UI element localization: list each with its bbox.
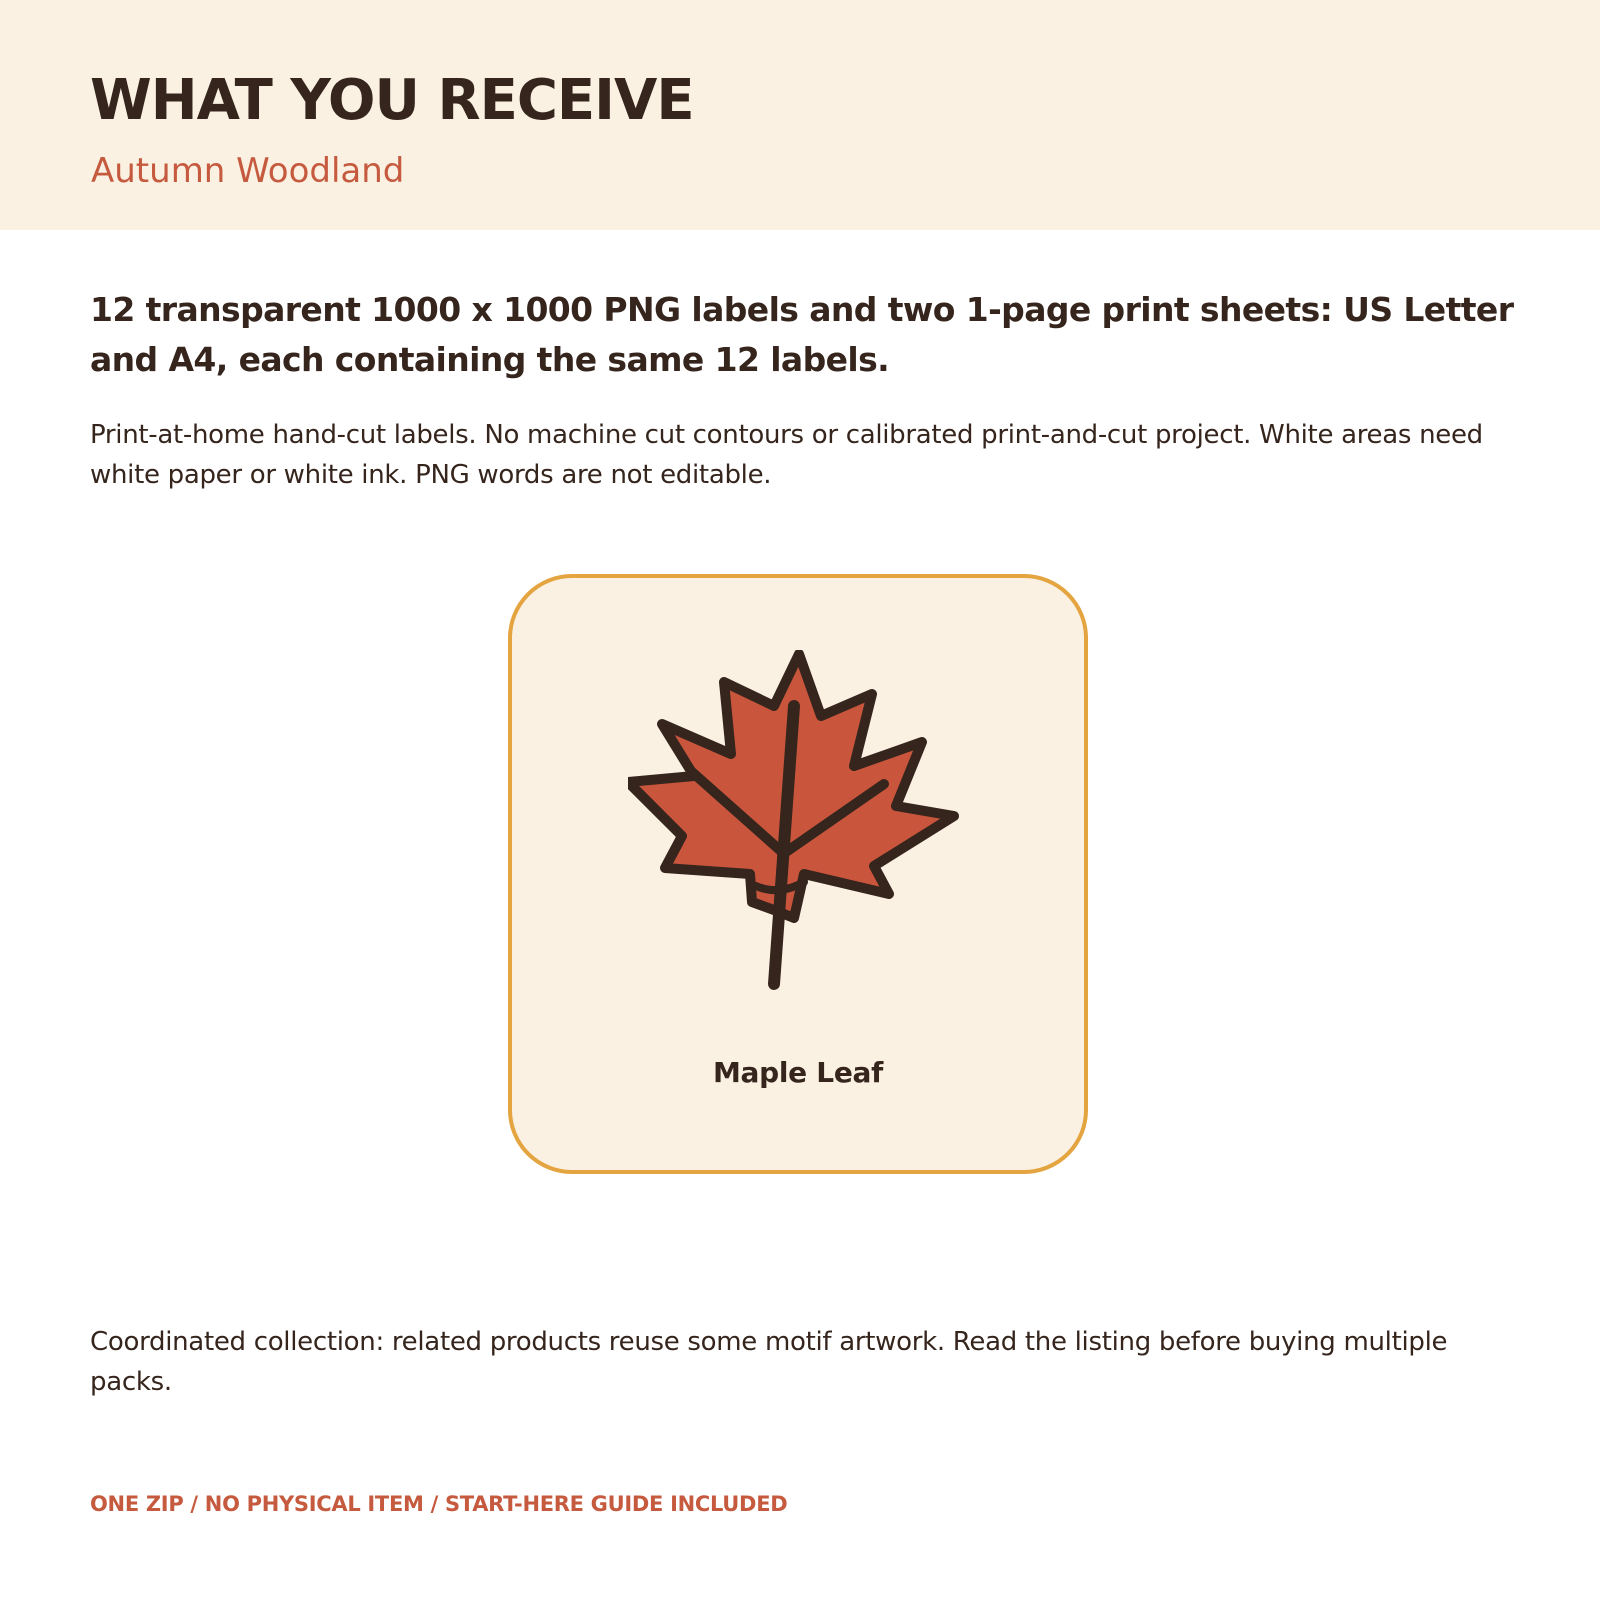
product-description: Print-at-home hand-cut labels. No machine cut contours or calibrated print-and-cut project. White areas need white paper or white ink. PNG words are not editable.	[90, 420, 1483, 490]
product-headline: 12 transparent 1000 x 1000 PNG labels and two 1-page print sheets: US Letter and A4, each containing the same 12 labels.	[90, 290, 1514, 379]
header-banner	[0, 0, 1600, 230]
collection-note: Coordinated collection: related products reuse some motif artwork. Read the listing before buying multiple packs.	[90, 1327, 1448, 1397]
label-preview-card	[508, 574, 1088, 1174]
card-label: Maple Leaf	[712, 1056, 884, 1089]
maple-leaf-icon	[628, 650, 968, 1000]
page-title: WHAT YOU RECEIVE	[90, 68, 694, 133]
delivery-tagline: ONE ZIP / NO PHYSICAL ITEM / START-HERE GUIDE INCLUDED	[90, 1492, 788, 1516]
page-subtitle: Autumn Woodland	[91, 151, 405, 191]
